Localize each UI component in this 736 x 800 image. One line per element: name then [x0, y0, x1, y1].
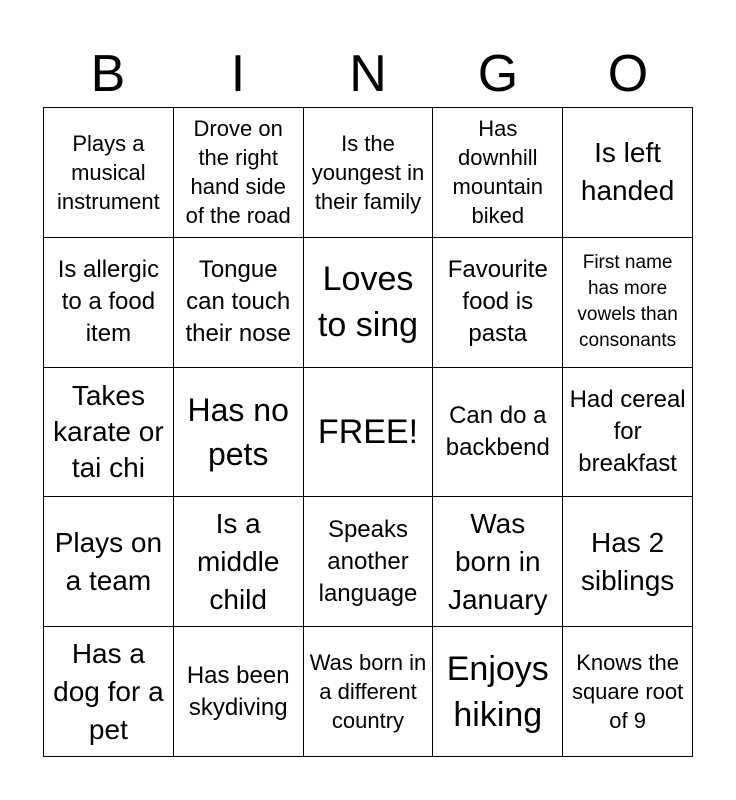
bingo-cell-text: Enjoys hiking [446, 649, 549, 734]
bingo-cell[interactable] [433, 497, 563, 627]
bingo-cell[interactable] [433, 627, 563, 757]
bingo-cell-text: First name has more vowels than consonants [577, 252, 678, 352]
bingo-cell-text: Favourite food is pasta [447, 256, 548, 348]
bingo-cell[interactable] [563, 497, 693, 627]
bingo-cell[interactable] [174, 108, 304, 238]
bingo-cell-text: Is a middle child [196, 507, 280, 615]
bingo-cell[interactable] [433, 108, 563, 238]
bingo-cell-text: Can do a backbend [445, 401, 550, 461]
bingo-cell[interactable] [563, 238, 693, 368]
bingo-cell[interactable] [174, 497, 304, 627]
bingo-cell[interactable] [174, 627, 304, 757]
bingo-cell[interactable] [174, 368, 304, 498]
bingo-cell[interactable] [433, 238, 563, 368]
free-space-cell[interactable] [304, 368, 434, 498]
bingo-header [43, 40, 693, 108]
bingo-cell[interactable] [44, 497, 174, 627]
bingo-cell-text: Has 2 siblings [580, 526, 675, 596]
bingo-cell-text: Was born in January [447, 507, 548, 615]
bingo-cell[interactable] [44, 627, 174, 757]
bingo-cell-text: Is left handed [580, 137, 675, 207]
bingo-cell-text: Tongue can touch their nose [185, 256, 291, 348]
header-letter-n: N [349, 45, 387, 103]
bingo-cell-text: Has downhill mountain biked [452, 116, 544, 229]
bingo-cell-text: Plays a musical instrument [57, 130, 160, 214]
header-letter-g: G [477, 45, 519, 103]
bingo-cell-text: Has no pets [187, 391, 289, 472]
bingo-cell[interactable] [563, 368, 693, 498]
bingo-cell-text: Is allergic to a food item [57, 256, 160, 348]
bingo-cell-text: Knows the square root of 9 [571, 650, 684, 734]
bingo-cell[interactable] [304, 108, 434, 238]
bingo-cell[interactable] [44, 368, 174, 498]
bingo-card-grid [43, 107, 693, 757]
bingo-cell-text: Takes karate or tai chi [53, 379, 164, 483]
bingo-cell-text: Had cereal for breakfast [569, 385, 686, 477]
bingo-cell[interactable] [563, 627, 693, 757]
bingo-cell[interactable] [304, 627, 434, 757]
bingo-cell-text: Plays on a team [54, 526, 163, 596]
bingo-cell[interactable] [304, 238, 434, 368]
bingo-cell[interactable] [304, 497, 434, 627]
bingo-cell-text: Has a dog for a pet [53, 637, 164, 745]
header-letter-i: I [230, 45, 246, 103]
bingo-cell-text: Has been skydiving [186, 661, 290, 721]
header-letter-b: B [90, 45, 126, 103]
bingo-cell[interactable] [563, 108, 693, 238]
bingo-cell[interactable] [44, 238, 174, 368]
bingo-cell-text: Speaks another language [318, 515, 418, 607]
bingo-cell[interactable] [433, 368, 563, 498]
bingo-cell-text: Was born in a different country [309, 650, 427, 734]
bingo-cell-text: Loves to sing [317, 260, 419, 345]
header-letter-o: O [607, 45, 649, 103]
bingo-cell[interactable] [44, 108, 174, 238]
free-space-text: FREE! [317, 412, 419, 451]
bingo-cell-text: Drove on the right hand side of the road [185, 116, 291, 229]
bingo-cell-text: Is the youngest in their family [311, 130, 425, 214]
bingo-cell[interactable] [174, 238, 304, 368]
